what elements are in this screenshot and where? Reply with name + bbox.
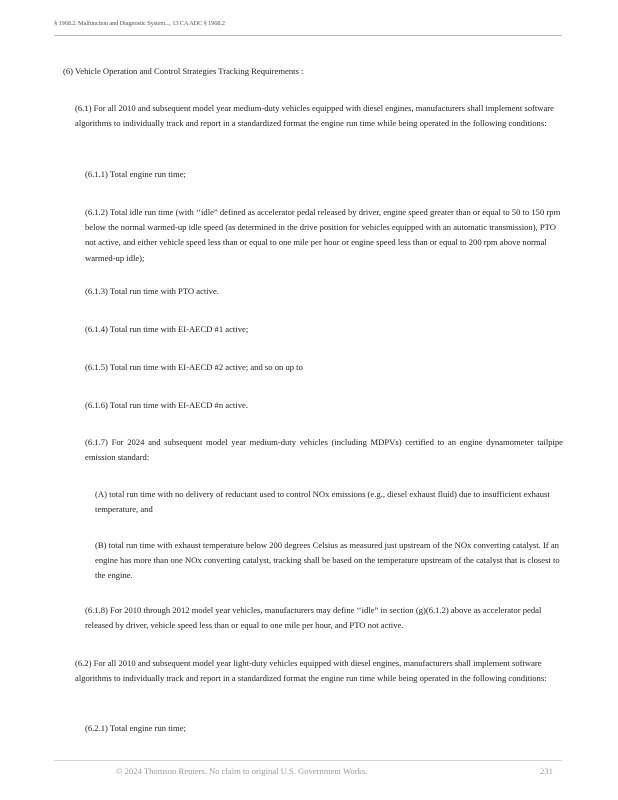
header-divider — [54, 35, 562, 36]
paragraph-6-1-7-b: (B) total run time with exhaust temperature below 200 degrees Celsius as measured just upstream of the NOx converting catalyst. If an engine has more than one NOx converting catalyst, tracking shall be based on the temperature upstream of the catalyst that is closest to the engine. — [95, 540, 560, 581]
paragraph-6-1-6: (6.1.6) Total run time with EI-AECD #n active. — [85, 400, 248, 410]
paragraph-6-1: (6.1) For all 2010 and subsequent model year medium-duty vehicles equipped with diesel engines, manufacturers shall implement software algorithms to individually track and report in a standardized format the engine run time while being operated in the following conditions: — [75, 103, 554, 129]
paragraph-6-1-3: (6.1.3) Total run time with PTO active. — [85, 286, 219, 296]
paragraph-6-1-1: (6.1.1) Total engine run time; — [85, 169, 186, 179]
section-title: (6) Vehicle Operation and Control Strategies Tracking Requirements : — [63, 66, 304, 76]
paragraph-6-2: (6.2) For all 2010 and subsequent model year light-duty vehicles equipped with diesel engines, manufacturers shall implement software algorithms to individually track and report in a standardized format the engine run time while being operated in the following conditions: — [75, 658, 547, 684]
footer-divider — [54, 760, 562, 761]
paragraph-6-1-4: (6.1.4) Total run time with EI-AECD #1 active; — [85, 324, 249, 334]
footer-copyright: © 2024 Thomson Reuters. No claim to original U.S. Government Works. — [116, 766, 368, 776]
page-number: 231 — [540, 766, 553, 776]
paragraph-6-1-5: (6.1.5) Total run time with EI-AECD #2 active; and so on up to — [85, 362, 303, 372]
paragraph-6-1-7: (6.1.7) For 2024 and subsequent model year medium-duty vehicles (including MDPVs) certified to an engine dynamometer tailpipe emission standard: — [85, 437, 563, 463]
page-header-citation: § 1968.2. Malfunction and Diagnostic System..., 13 CA ADC § 1968.2 — [54, 20, 225, 27]
paragraph-6-1-7-a: (A) total run time with no delivery of reductant used to control NOx emissions (e.g., diesel exhaust fluid) due to insufficient exhaust temperature, and — [95, 489, 550, 515]
paragraph-6-1-8: (6.1.8) For 2010 through 2012 model year vehicles, manufacturers may define ‘‘idle” in section (g)(6.1.2) above as accelerator pedal released by driver, vehicle speed less than or equal to one mile per hour, and PTO not active. — [85, 605, 542, 631]
paragraph-6-1-2: (6.1.2) Total idle run time (with ‘‘idle” defined as accelerator pedal released by driver, engine speed greater than or equal to 50 to 150 rpm below the normal warmed-up idle speed (as determined in the drive position for vehicles equipped with an automatic transmission), PTO not active, and either vehicle speed less than or equal to one mile per hour or engine speed less than or equal to 200 rpm above normal warmed-up idle); — [85, 207, 561, 263]
paragraph-6-2-1: (6.2.1) Total engine run time; — [85, 723, 186, 733]
